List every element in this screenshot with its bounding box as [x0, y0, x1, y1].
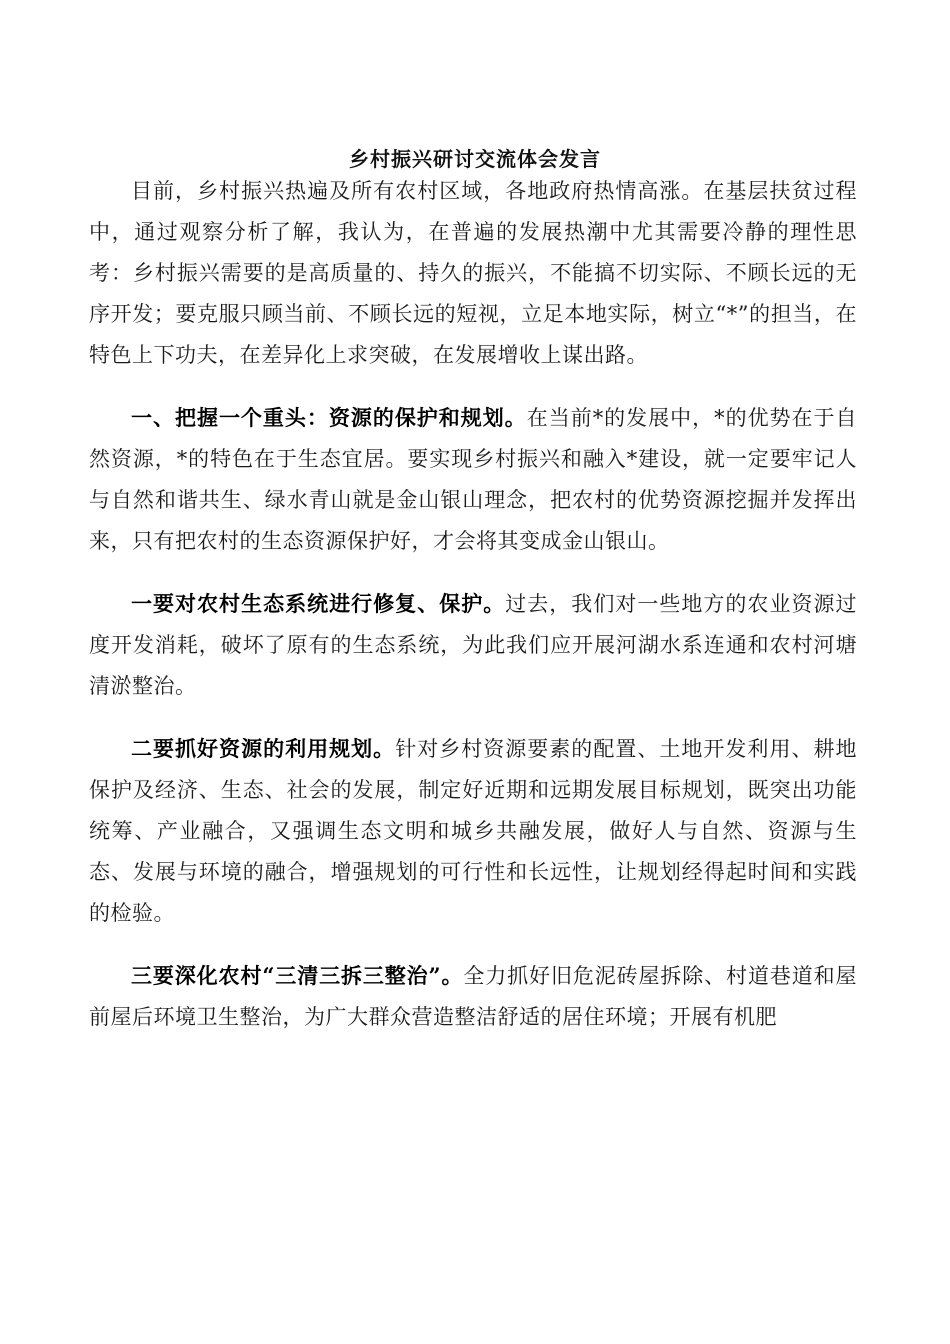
paragraph-lead: 二要抓好资源的利用规划。: [131, 736, 396, 761]
paragraph-lead: 一要对农村生态系统进行修复、保护。: [131, 591, 506, 616]
document-body: [89, 170, 857, 1059]
paragraph-intro: [89, 170, 857, 376]
paragraph-point-1: [89, 583, 857, 707]
paragraph-lead: 三要深化农村“三清三拆三整治”。: [131, 963, 464, 988]
paragraph-section-1: [89, 397, 857, 562]
paragraph-point-2: [89, 728, 857, 934]
paragraph-text: 全力抓好旧危泥砖屋拆除、村道巷道和屋前屋后环境卫生整治，为广大群众营造整洁舒适的居住环境；开展有机肥: [89, 964, 857, 1029]
paragraph-point-3: [89, 955, 857, 1038]
paragraph-text: 目前，乡村振兴热遍及所有农村区域，各地政府热情高涨。在基层扶贫过程中，通过观察分析了解，我认为，在普遍的发展热潮中尤其需要冷静的理性思考：乡村振兴需要的是高质量的、持久的振兴，不能搞不切实际、不顾长远的无序开发；要克服只顾当前、不顾长远的短视，立足本地实际，树立“*”的担当，在特色上下功夫，在差异化上求突破，在发展增收上谋出路。: [89, 179, 857, 367]
paragraph-text: 过去，我们对一些地方的农业资源过度开发消耗，破坏了原有的生态系统，为此我们应开展河湖水系连通和农村河塘清淤整治。: [89, 592, 857, 698]
document-title: 乡村振兴研讨交流体会发言: [349, 147, 601, 171]
paragraph-text: 在当前*的发展中，*的优势在于自然资源，*的特色在于生态宜居。要实现乡村振兴和融入*建设，就一定要牢记人与自然和谐共生、绿水青山就是金山银山理念，把农村的优势资源挖掘并发挥出来，只有把农村的生态资源保护好，才会将其变成金山银山。: [89, 406, 858, 553]
paragraph-lead: 一、把握一个重头：资源的保护和规划。: [131, 405, 527, 430]
paragraph-text: 针对乡村资源要素的配置、土地开发利用、耕地保护及经济、生态、社会的发展，制定好近期和远期发展目标规划，既突出功能统筹、产业融合，又强调生态文明和城乡共融发展，做好人与自然、资源与生态、发展与环境的融合，增强规划的可行性和长远性，让规划经得起时间和实践的检验。: [89, 737, 857, 925]
